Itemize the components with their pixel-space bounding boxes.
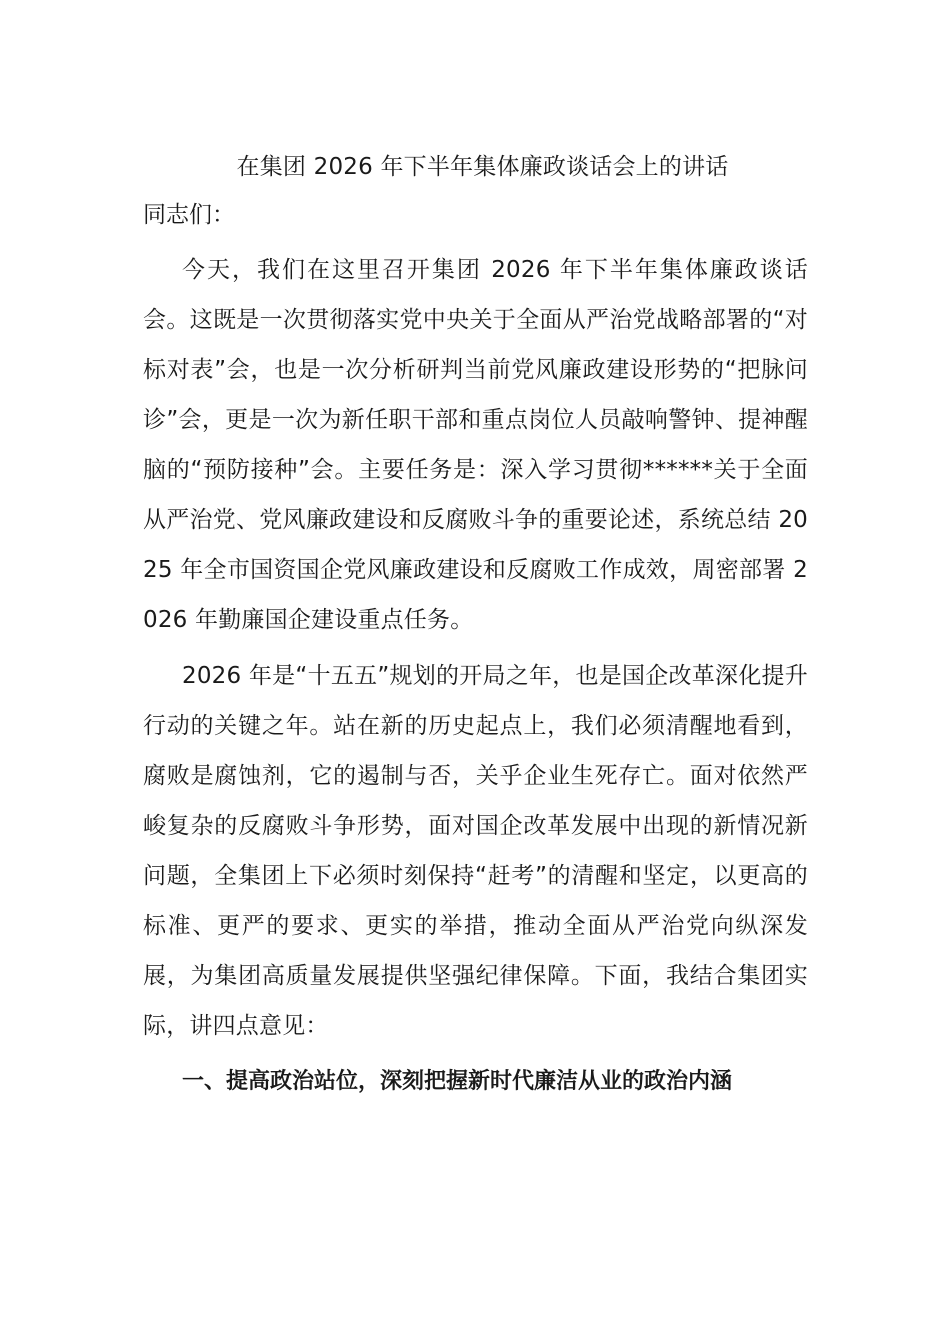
paragraph-background: 2026 年是“十五五”规划的开局之年，也是国企改革深化提升行动的关键之年。站在新的历史起点上，我们必须清醒地看到，腐败是腐蚀剂，它的遏制与否，关乎企业生死存亡。面对依然严峻复杂的反腐败斗争形势，面对国企改革发展中出现的新情况新问题，全集团上下必须时刻保持“赶考”的清醒和坚定，以更高的标准、更严的要求、更实的举措，推动全面从严治党向纵深发展，为集团高质量发展提供坚强纪律保障。下面，我结合集团实际，讲四点意见： <box>143 663 808 1039</box>
paragraph-intro: 今天，我们在这里召开集团 2026 年下半年集体廉政谈话会。这既是一次贯彻落实党中央关于全面从严治党战略部署的“对标对表”会，也是一次分析研判当前党风廉政建设形势的“把脉问诊”会，更是一次为新任职干部和重点岗位人员敲响警钟、提神醒脑的“预防接种”会。主要任务是：深入学习贯彻******关于全面从严治党、党风廉政建设和反腐败斗争的重要论述，系统总结 2025 年全市国资国企党风廉政建设和反腐败工作成效，周密部署 2026 年勤廉国企建设重点任务。 <box>143 257 808 633</box>
section-heading: 一、提高政治站位，深刻把握新时代廉洁从业的政治内涵 <box>182 1069 733 1094</box>
document-body <box>143 143 808 1107</box>
salutation: 同志们： <box>143 202 235 228</box>
document-title: 在集团 2026 年下半年集体廉政谈话会上的讲话 <box>236 154 729 180</box>
